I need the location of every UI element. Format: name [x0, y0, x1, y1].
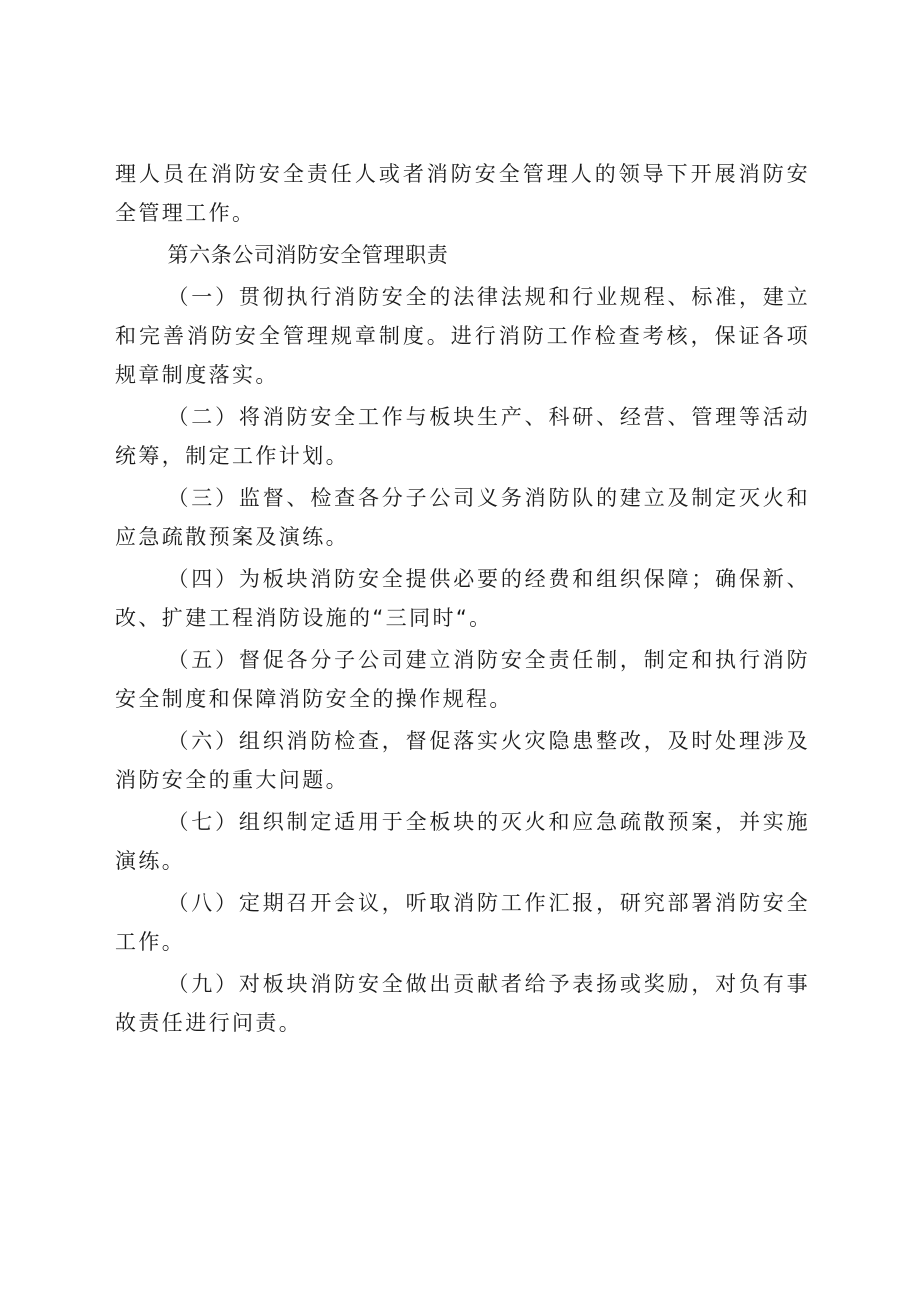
- paragraph-continuation: 理人员在消防安全责任人或者消防安全管理人的领导下开展消防安全管理工作。: [115, 162, 810, 225]
- clause-2: （二）将消防安全工作与板块生产、科研、经营、管理等活动统筹，制定工作计划。: [115, 405, 810, 468]
- clause-7: （七）组织制定适用于全板块的灭火和应急疏散预案，并实施演练。: [115, 810, 810, 873]
- clause-1: （一）贯彻执行消防安全的法律法规和行业规程、标准，建立和完善消防安全管理规章制度。进行消防工作检查考核，保证各项规章制度落实。: [115, 285, 810, 387]
- clause-4: （四）为板块消防安全提供必要的经费和组织保障；确保新、改、扩建工程消防设施的“三同时“。: [115, 567, 810, 630]
- clause-3: （三）监督、检查各分子公司义务消防队的建立及制定灭火和应急疏散预案及演练。: [115, 486, 810, 549]
- clause-8: （八）定期召开会议，听取消防工作汇报，研究部署消防安全工作。: [115, 891, 810, 954]
- clause-5: （五）督促各分子公司建立消防安全责任制，制定和执行消防安全制度和保障消防安全的操作规程。: [115, 648, 810, 711]
- clause-6: （六）组织消防检查，督促落实火灾隐患整改，及时处理涉及消防安全的重大问题。: [115, 729, 810, 792]
- clause-9: （九）对板块消防安全做出贡献者给予表扬或奖励，对负有事故责任进行问责。: [115, 972, 810, 1035]
- document-body: [115, 155, 810, 1046]
- article-heading: 第六条公司消防安全管理职责: [167, 243, 449, 267]
